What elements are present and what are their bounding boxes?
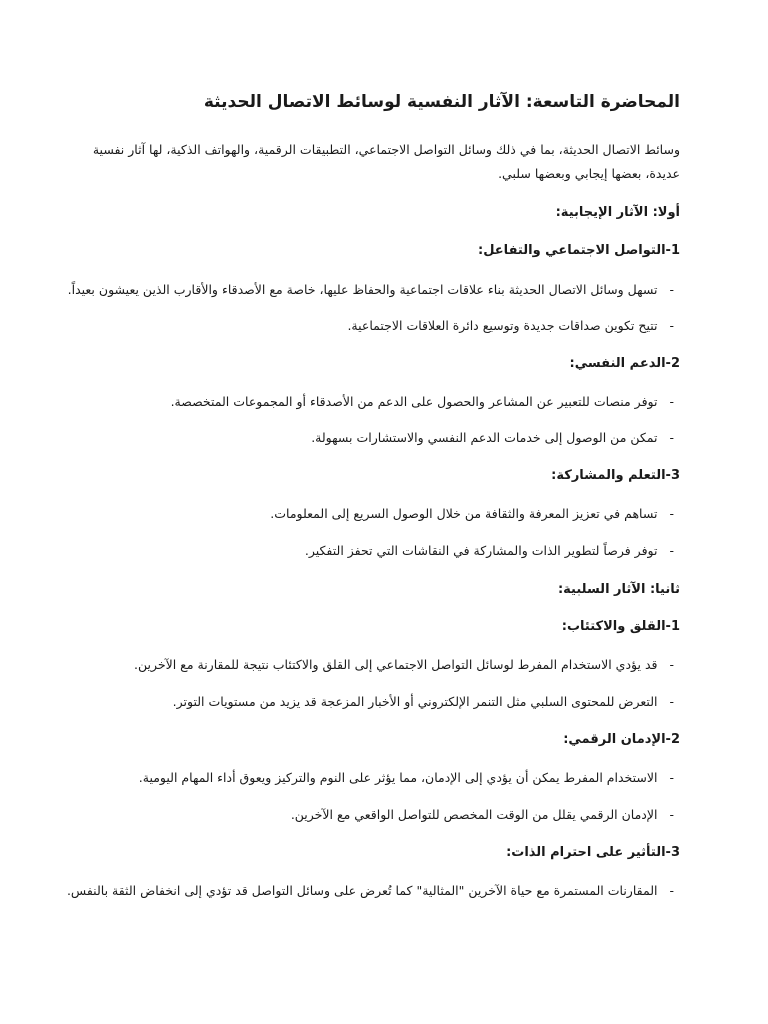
bullet-dash: - <box>669 394 674 409</box>
positive-effects-heading: أولا: الآثار الإيجابية: <box>555 205 680 220</box>
list-item-text: الاستخدام المفرط يمكن أن يؤدي إلى الإدمان، مما يؤثر على النوم والتركيز ويعوق أداء المهام اليومية. <box>138 770 658 785</box>
social-heading: 1-التواصل الاجتماعي والتفاعل: <box>478 243 680 258</box>
self-esteem-heading: 3-التأثير على احترام الذات: <box>506 845 680 860</box>
negative-effects-heading: ثانيا: الآثار السلبية: <box>557 582 680 597</box>
list-item-text: تتيح تكوين صداقات جديدة وتوسيع دائرة العلاقات الاجتماعية. <box>347 318 658 333</box>
support-heading: 2-الدعم النفسي: <box>569 356 680 371</box>
list-item <box>311 430 674 445</box>
learning-heading: 3-التعلم والمشاركة: <box>551 468 680 483</box>
addiction-heading: 2-الإدمان الرقمي: <box>563 732 680 747</box>
list-item <box>67 883 674 898</box>
list-item-text: توفر فرصاً لتطوير الذات والمشاركة في النقاشات التي تحفز التفكير. <box>304 543 658 558</box>
page-title: المحاضرة التاسعة: الآثار النفسية لوسائط الاتصال الحديثة <box>203 92 680 112</box>
list-item-text: التعرض للمحتوى السلبي مثل التنمر الإلكتروني أو الأخبار المزعجة قد يزيد من مستويات التوتر. <box>172 694 658 709</box>
document-page <box>60 0 680 1024</box>
list-item <box>171 394 674 409</box>
list-item <box>270 506 674 521</box>
list-item <box>134 657 674 672</box>
list-item <box>68 282 674 297</box>
list-item-text: تساهم في تعزيز المعرفة والثقافة من خلال الوصول السريع إلى المعلومات. <box>270 506 658 521</box>
list-item <box>139 770 674 785</box>
bullet-dash: - <box>669 807 674 822</box>
list-item-text: قد يؤدي الاستخدام المفرط لوسائل التواصل الاجتماعي إلى القلق والاكتئاب نتيجة للمقارنة مع الآخرين. <box>134 657 658 672</box>
bullet-dash: - <box>669 883 674 898</box>
bullet-dash: - <box>669 506 674 521</box>
list-item <box>347 318 674 333</box>
list-item-text: الإدمان الرقمي يقلل من الوقت المخصص للتواصل الواقعي مع الآخرين. <box>290 807 658 822</box>
list-item-text: تمكن من الوصول إلى خدمات الدعم النفسي والاستشارات بسهولة. <box>311 430 658 445</box>
bullet-dash: - <box>669 770 674 785</box>
list-item-text: توفر منصات للتعبير عن المشاعر والحصول على الدعم من الأصدقاء أو المجموعات المتخصصة. <box>170 394 658 409</box>
list-item <box>173 694 674 709</box>
bullet-dash: - <box>669 694 674 709</box>
bullet-dash: - <box>669 430 674 445</box>
list-item <box>291 807 674 822</box>
list-item-text: المقارنات المستمرة مع حياة الآخرين "المثالية" كما تُعرض على وسائل التواصل قد تؤدي إلى انخفاض الثقة بالنفس. <box>66 883 658 898</box>
bullet-dash: - <box>669 543 674 558</box>
list-item-text: تسهل وسائل الاتصال الحديثة بناء علاقات اجتماعية والحفاظ عليها، خاصة مع الأصدقاء والأقارب الذين يعيشون بعيداً. <box>67 282 658 297</box>
bullet-dash: - <box>669 318 674 333</box>
anxiety-heading: 1-القلق والاكتئاب: <box>561 619 680 634</box>
bullet-dash: - <box>669 657 674 672</box>
intro-paragraph: وسائط الاتصال الحديثة، بما في ذلك وسائل التواصل الاجتماعي، التطبيقات الرقمية، والهواتف الذكية، لها آثار نفسية عديدة، بعضها إيجابي وبعضها سلبي. <box>92 142 680 181</box>
bullet-dash: - <box>669 282 674 297</box>
list-item <box>305 543 674 558</box>
